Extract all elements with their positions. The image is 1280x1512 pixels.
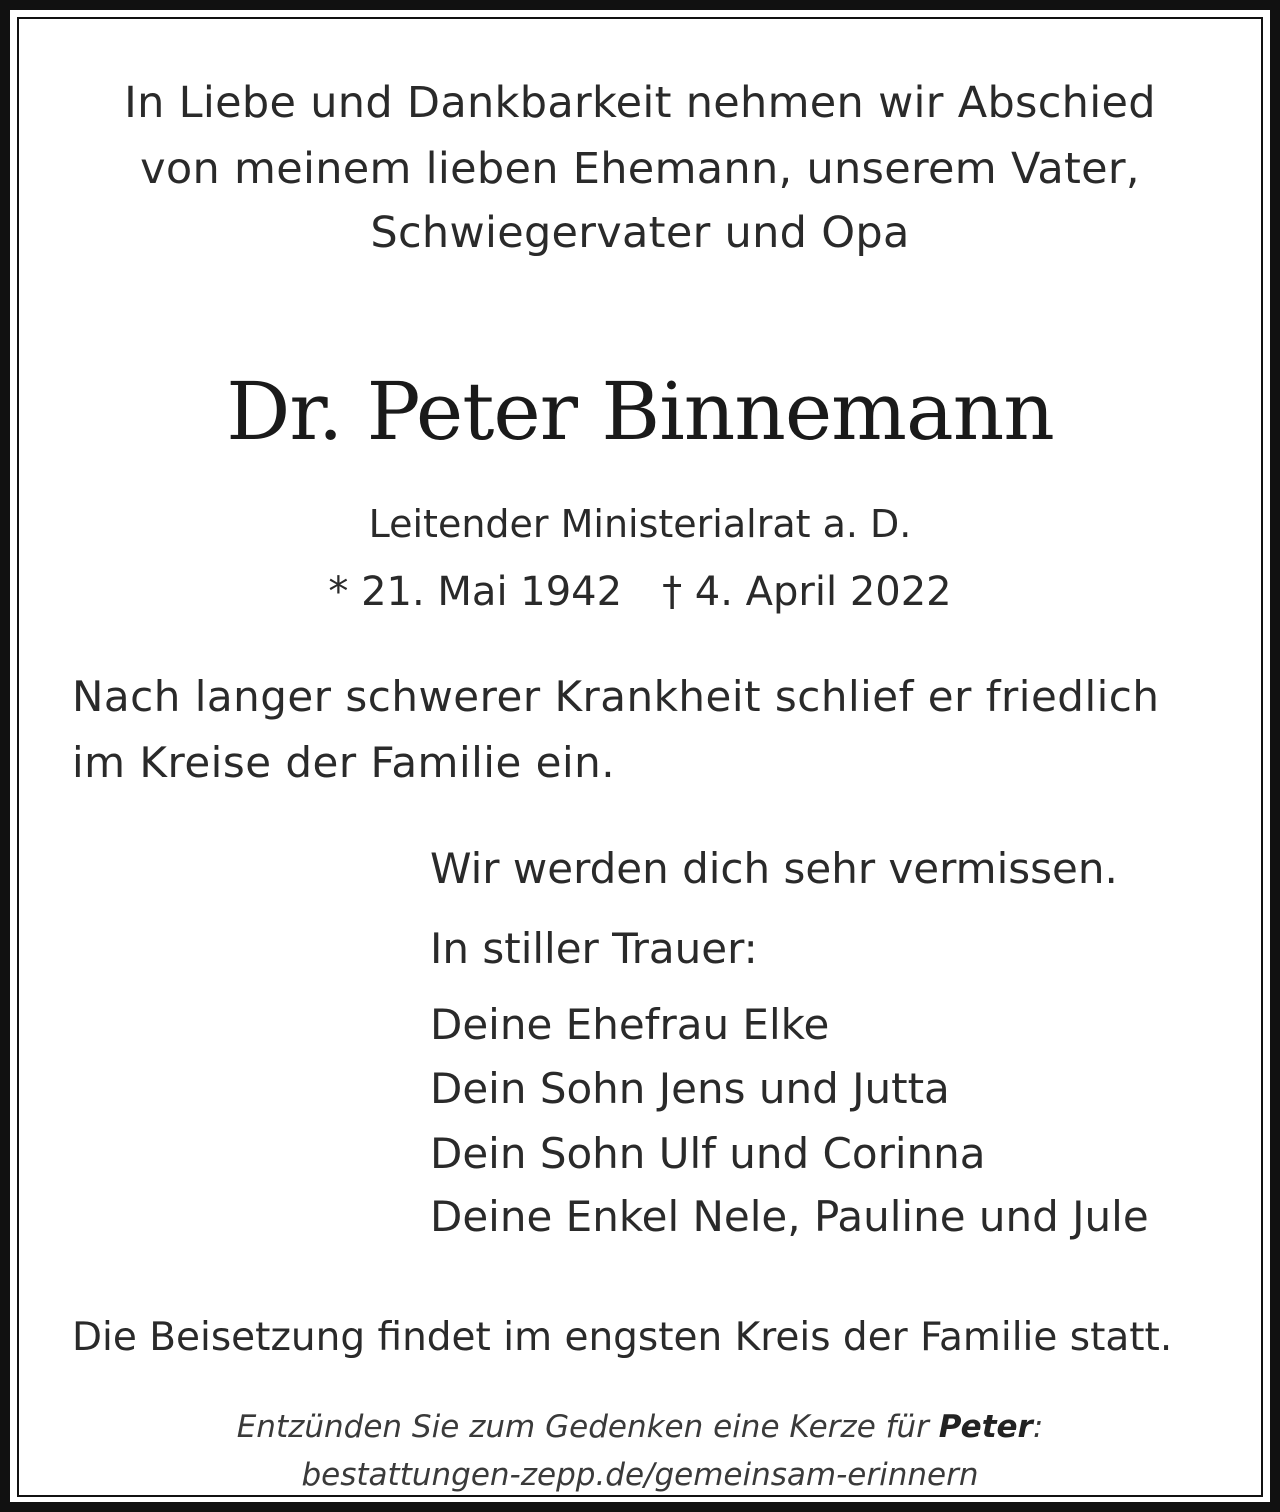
message-line-2: im Kreise der Familie ein. — [72, 738, 616, 787]
intro-line-1: In Liebe und Dankbarkeit nehmen wir Abschied — [124, 78, 1156, 128]
mourner-item: Deine Ehefrau Elke — [430, 1000, 830, 1049]
candle-colon: : — [1032, 1409, 1044, 1445]
message-line-1: Nach langer schwerer Krankheit schlief er friedlich — [72, 672, 1160, 721]
memorial-url[interactable]: bestattungen-zepp.de/gemeinsam-erinnern — [301, 1457, 979, 1493]
candle-invitation — [0, 1409, 1280, 1445]
mourner-item: Deine Enkel Nele, Pauline und Jule — [430, 1192, 1149, 1241]
life-dates — [0, 569, 1280, 615]
mourner-item: Dein Sohn Ulf und Corinna — [430, 1129, 986, 1178]
deceased-name: Dr. Peter Binnemann — [226, 365, 1054, 458]
deceased-title: Leitender Ministerialrat a. D. — [368, 502, 912, 546]
mourner-item: Dein Sohn Jens und Jutta — [430, 1064, 950, 1113]
mourning-label: In stiller Trauer: — [430, 924, 758, 973]
candle-text: Entzünden Sie zum Gedenken eine Kerze für — [236, 1409, 939, 1445]
miss-line: Wir werden dich sehr vermissen. — [430, 844, 1118, 893]
intro-line-2: von meinem lieben Ehemann, unserem Vater, — [140, 144, 1140, 194]
intro-line-3: Schwiegervater und Opa — [370, 208, 910, 258]
death-date: † 4. April 2022 — [662, 569, 952, 615]
candle-name: Peter — [938, 1409, 1033, 1445]
birth-date: * 21. Mai 1942 — [328, 569, 623, 615]
burial-notice: Die Beisetzung findet im engsten Kreis der Familie statt. — [72, 1315, 1173, 1360]
